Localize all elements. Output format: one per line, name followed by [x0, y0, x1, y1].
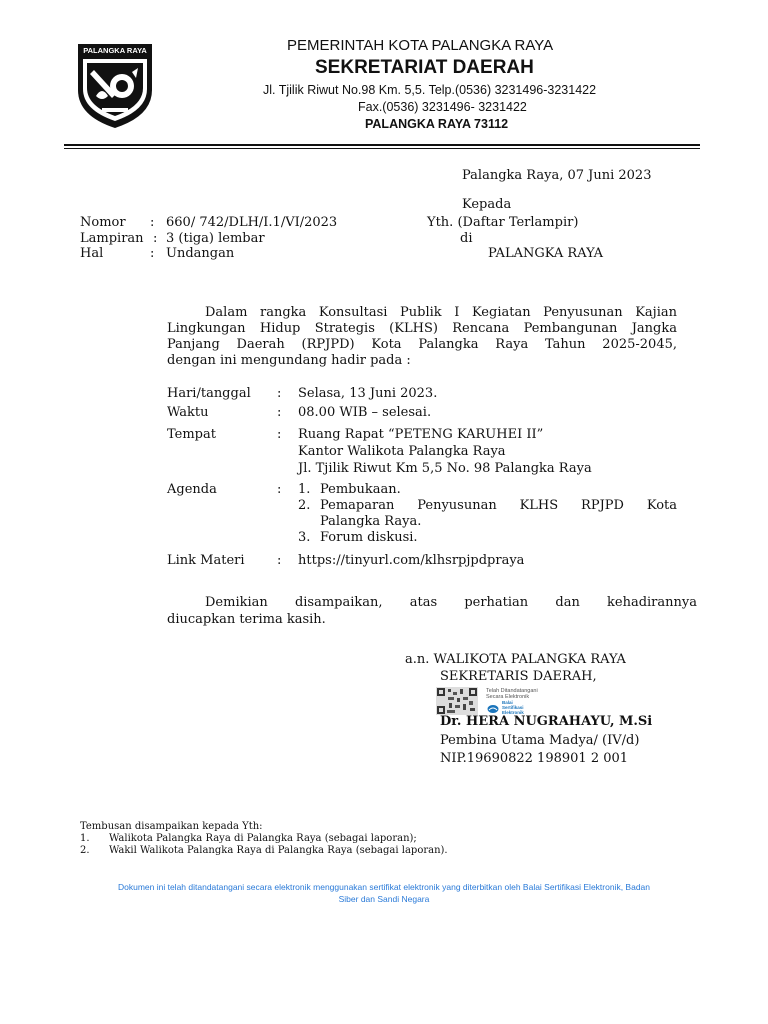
tembusan-title: Tembusan disampaikan kepada Yth:	[80, 821, 263, 832]
letterhead-rule-thick	[64, 144, 700, 146]
waktu-separator: :	[277, 405, 282, 420]
agenda-item-2-continuation: Palangka Raya.	[320, 514, 422, 529]
tempat-line-1: Ruang Rapat “PETENG KARUHEI II”	[298, 427, 544, 442]
opening-line-4: dengan ini mengundang hadir pada :	[167, 353, 411, 368]
signatory-rank: Pembina Utama Madya/ (IV/d)	[440, 733, 640, 748]
nomor-value: 660/ 742/DLH/I.1/VI/2023	[166, 215, 338, 230]
tembusan-item-2-text: Wakil Walikota Palangka Raya di Palangka Raya (sebagai laporan).	[109, 845, 448, 856]
recipient-di: di	[460, 231, 473, 246]
city-emblem-logo	[72, 38, 158, 132]
materials-link[interactable]: https://tinyurl.com/klhsrpjpdpraya	[298, 553, 525, 568]
signatory-nip: NIP.19690822 198901 2 001	[440, 751, 629, 766]
closing-line-2: diucapkan terima kasih.	[167, 612, 326, 627]
tembusan-item-1-number: 1.	[80, 833, 90, 844]
signature-position: SEKRETARIS DAERAH,	[440, 669, 597, 684]
hari-value: Selasa, 13 Juni 2023.	[298, 386, 438, 401]
tempat-line-3: Jl. Tjilik Riwut Km 5,5 No. 98 Palangka Raya	[298, 461, 592, 476]
esign-disclaimer-line-2: Siber dan Sandi Negara	[338, 894, 430, 904]
bsre-logo-icon	[487, 701, 499, 711]
recipient-place: PALANGKA RAYA	[488, 246, 604, 261]
nomor-separator: :	[150, 215, 155, 230]
tembusan-item-2-number: 2.	[80, 845, 90, 856]
hal-value: Undangan	[166, 246, 235, 261]
agenda-item-2-number: 2.	[298, 498, 311, 513]
nomor-label: Nomor	[80, 215, 126, 230]
government-name: PEMERINTAH KOTA PALANGKA RAYA	[287, 37, 554, 54]
bsre-label-2: Sertifikasi	[502, 705, 524, 710]
lampiran-label: Lampiran	[80, 231, 144, 246]
agenda-item-3-text: Forum diskusi.	[320, 530, 418, 545]
tempat-line-2: Kantor Walikota Palangka Raya	[298, 444, 506, 459]
lampiran-value: 3 (tiga) lembar	[166, 231, 265, 246]
esign-disclaimer-line-1: Dokumen ini telah ditandatangani secara elektronik menggunakan sertifikat elektronik yang diterbitkan oleh Balai Sertifikasi Elektronik, Badan	[117, 882, 651, 892]
recipient-kepada: Kepada	[462, 197, 512, 212]
hal-separator: :	[150, 246, 155, 261]
bsre-label-1: Balai	[502, 700, 513, 705]
qr-code	[436, 687, 478, 715]
tempat-separator: :	[277, 427, 282, 442]
city-postal: PALANGKA RAYA 73112	[365, 117, 509, 131]
letterhead-rule-thin	[64, 148, 700, 149]
agenda-separator: :	[277, 482, 282, 497]
closing-line-1: Demikian disampaikan, atas perhatian dan kehadirannya	[205, 595, 697, 610]
esign-caption-1: Telah Ditandatangani	[486, 688, 538, 694]
link-label: Link Materi	[167, 553, 245, 568]
signature-on-behalf: a.n. WALIKOTA PALANGKA RAYA	[405, 652, 626, 667]
opening-line-2: Lingkungan Hidup Strategis (KLHS) Rencana Pembangunan Jangka	[167, 321, 677, 336]
esign-caption-2: Secara Elektronik	[486, 694, 530, 700]
agenda-item-3-number: 3.	[298, 530, 311, 545]
agenda-item-2-text: Pemaparan Penyusunan KLHS RPJPD Kota	[320, 498, 677, 513]
recipient-yth: Yth. (Daftar Terlampir)	[427, 215, 579, 230]
letter-date: Palangka Raya, 07 Juni 2023	[462, 168, 652, 183]
hal-label: Hal	[80, 246, 104, 261]
opening-line-1: Dalam rangka Konsultasi Publik I Kegiatan Penyusunan Kajian	[205, 305, 677, 320]
waktu-value: 08.00 WIB – selesai.	[298, 405, 432, 420]
link-separator: :	[277, 553, 282, 568]
hari-label: Hari/tanggal	[167, 386, 251, 401]
agenda-label: Agenda	[167, 482, 217, 497]
agenda-item-1-text: Pembukaan.	[320, 482, 401, 497]
fax-line: Fax.(0536) 3231496- 3231422	[358, 100, 527, 114]
tempat-label: Tempat	[167, 427, 216, 442]
address-phone: Jl. Tjilik Riwut No.98 Km. 5,5. Telp.(0536) 3231496-3231422	[263, 83, 597, 97]
lampiran-separator: :	[153, 231, 158, 246]
waktu-label: Waktu	[167, 405, 209, 420]
agenda-item-1-number: 1.	[298, 482, 311, 497]
logo-lettering: PALANGKA RAYA	[83, 46, 147, 55]
tembusan-item-1-text: Walikota Palangka Raya di Palangka Raya (sebagai laporan);	[109, 833, 417, 844]
opening-line-3: Panjang Daerah (RPJPD) Kota Palangka Raya Tahun 2025-2045,	[167, 337, 677, 352]
hari-separator: :	[277, 386, 282, 401]
bsre-label-3: Elektronik	[502, 710, 524, 715]
signatory-name: Dr. HERA NUGRAHAYU, M.Si	[440, 714, 653, 729]
office-name: SEKRETARIAT DAERAH	[315, 57, 534, 78]
